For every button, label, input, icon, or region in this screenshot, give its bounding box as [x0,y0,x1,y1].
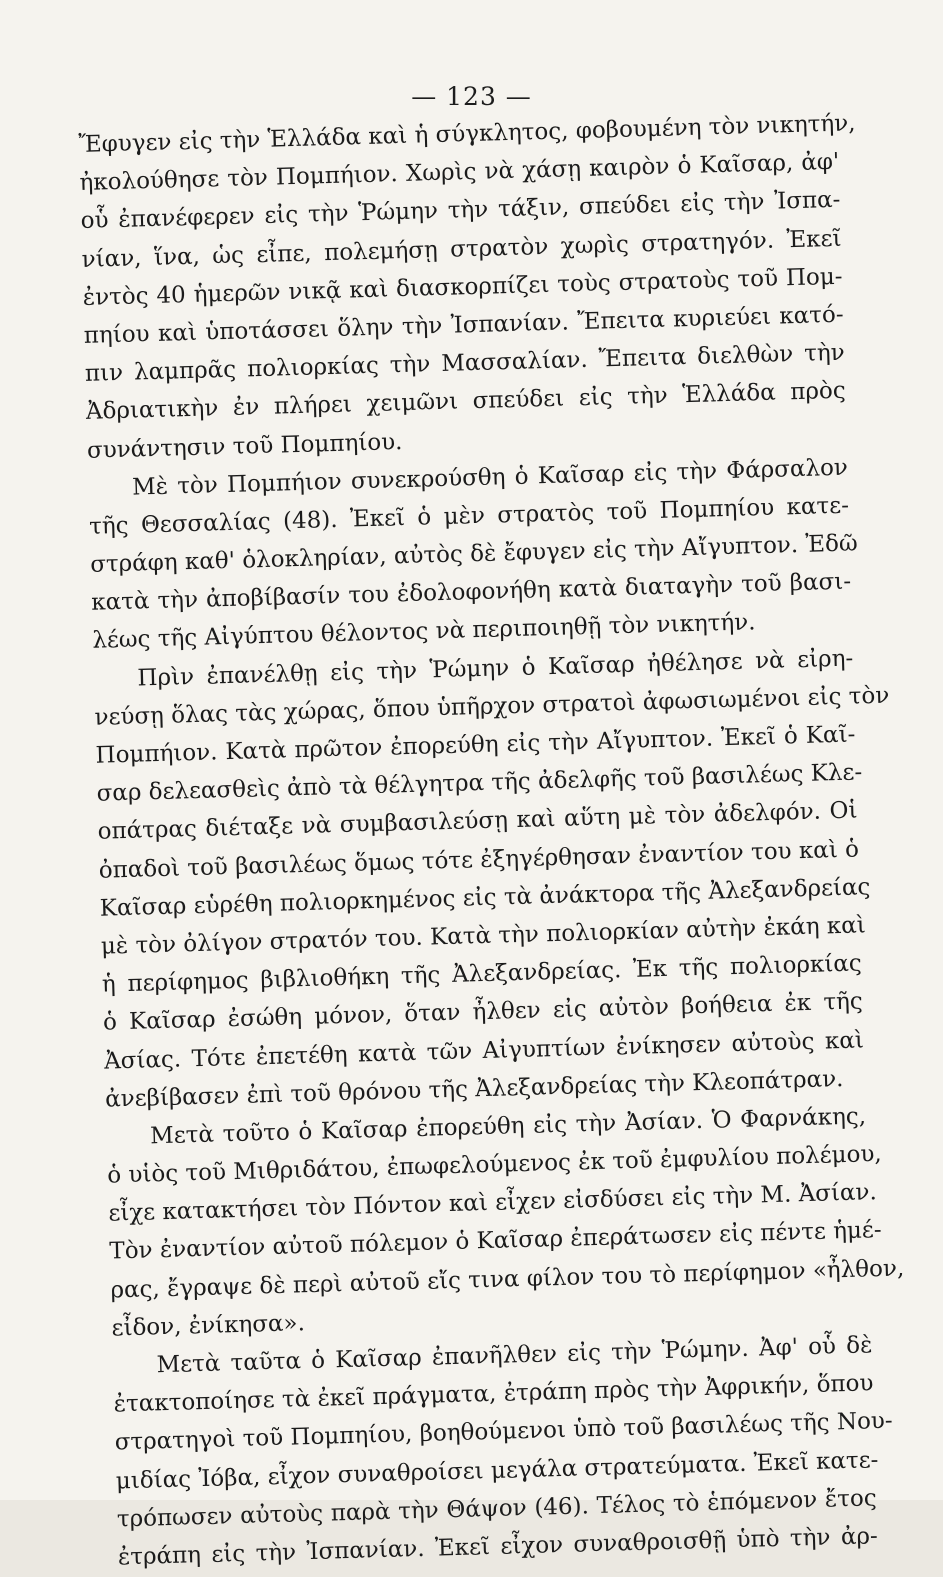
text-line: εἶχε κατακτήσει τὸν Πόντον καὶ εἶχεν εἰσδύσει εἰς τὴν Μ. Ἀσίαν. [108,1179,878,1227]
text-line: ἠκολούθησε τὸν Πομπήιον. Χωρὶς νὰ χάσῃ καιρὸν ὁ Καῖσαρ, ἀφ' [79,148,840,197]
text-line: στρατηγοὶ τοῦ Πομπηίου, βοηθούμενοι ὑπὸ τοῦ βασιλέως τῆς Νου- [114,1408,893,1456]
text-line: ὀπαδοὶ τοῦ βασιλέως ὅμως τότε ἐξηγέρθησαν ἐναντίον του καὶ ὁ [98,836,860,884]
text-line: τρόπωσεν αὐτοὺς παρὰ τὴν Θάψον (46). Τέλος τὸ ἑπόμενον ἔτος [116,1484,877,1533]
text-line: Καῖσαρ εὑρέθη πολιορκημένος εἰς τὰ ἀνάκτορα τῆς Ἀλεξανδρείας [99,873,871,922]
text-line: ἀνεβίβασεν ἐπὶ τοῦ θρόνου τῆς Ἀλεξανδρείας τὴν Κλεοπάτραν. [104,1065,844,1113]
text-line: ὁ Καῖσαρ ἐσώθη μόνον, ὅταν ἦλθεν εἰς αὐτὸν βοήθεια ἐκ τῆς [102,988,864,1036]
text-line: κατὰ τὴν ἀποβίβασίν του ἐδολοφονήθη κατὰ διαταγὴν τοῦ βασι- [90,568,852,617]
text-line: νίαν, ἵνα, ὡς εἶπε, πολεμήσῃ στρατὸν χωρὶς στρατηγόν. Ἐκεῖ [81,225,842,273]
text-line: ἡ περίφημος βιβλιοθήκη τῆς Ἀλεξανδρείας. Ἐκ τῆς πολιορκίας [101,950,863,998]
text-line: Τὸν ἐναντίον αὐτοῦ πόλεμον ὁ Καῖσαρ ἐπεράτωσεν εἰς πέντε ἡμέ- [109,1217,882,1265]
text-line: Ἔφυγεν εἰς τὴν Ἑλλάδα καὶ ἡ σύγκλητος, φοβουμένη τὸν νικητήν, [78,110,856,158]
text-line: Μὲ τὸν Πομπήιον συνεκρούσθη ὁ Καῖσαρ εἰς τὴν Φάρσαλον [131,454,849,501]
text-line: Ἀδριατικὴν ἐν πλήρει χειμῶνι σπεύδει εἰς τὴν Ἑλλάδα πρὸς [85,377,847,426]
text-line: μὲ τὸν ὀλίγον στρατόν του. Κατὰ τὴν πολιορκίαν αὐτὴν ἐκάη καὶ [100,912,867,960]
text-line: ἐτακτοποίησε τὰ ἐκεῖ πράγματα, ἐτράπη πρὸς τὴν Ἀφρικήν, ὅπου [113,1370,874,1418]
text-line: στράφη καθ' ὁλοκληρίαν, αὐτὸς δὲ ἔφυγεν εἰς τὴν Αἴγυπτον. Ἐδῶ [89,530,859,578]
text-line: Μετὰ ταῦτα ὁ Καῖσαρ ἐπανῆλθεν εἰς τὴν Ῥώμην. Ἀφ' οὗ δὲ [156,1332,873,1379]
text-line: μιδίας Ἰόβα, εἶχον συναθροίσει μεγάλα στρατεύματα. Ἐκεῖ κατε- [115,1446,879,1495]
text-line: οὗ ἐπανέφερεν εἰς τὴν Ῥώμην τὴν τάξιν, σπεύδει εἰς τὴν Ἰσπα- [80,187,841,235]
text-line: ρας, ἔγραψε δὲ περὶ αὐτοῦ εἴς τινα φίλον του τὸ περίφημον «ἦλθον, [110,1255,905,1304]
text-line: συνάντησιν τοῦ Πομπηίου. [86,428,403,464]
text-line: λέως τῆς Αἰγύπτου θέλοντος νὰ περιποιηθῇ τὸν νικητήν. [92,609,756,655]
text-line: πηίου καὶ ὑποτάσσει ὅλην τὴν Ἰσπανίαν. Ἔπειτα κυριεύει κατό- [83,301,844,349]
text-line: Πομπήιον. Κατὰ πρῶτον ἐπορεύθη εἰς τὴν Αἴγυπτον. Ἐκεῖ ὁ Καῖ- [95,721,856,769]
text-line: ὁ υἱὸς τοῦ Μιθριδάτου, ἐπωφελούμενος ἐκ τοῦ ἐμφυλίου πολέμου, [106,1141,883,1189]
text-line: τῆς Θεσσαλίας (48). Ἐκεῖ ὁ μὲν στρατὸς τοῦ Πομπηίου κατε- [88,492,850,540]
text-line: Ἀσίας. Τότε ἐπετέθη κατὰ τῶν Αἰγυπτίων ἐνίκησεν αὐτοὺς καὶ [103,1026,865,1075]
text-line: νεύσῃ ὅλας τὰς χώρας, ὅπου ὑπῆρχον στρατοὶ ἀφωσιωμένοι εἰς τὸν [94,682,890,731]
body-text [78,105,905,1577]
text-line: ἐτράπη εἰς τὴν Ἰσπανίαν. Ἐκεῖ εἶχον συναθροισθῇ ὑπὸ τὴν ἀρ- [117,1523,879,1571]
text-line: σαρ δελεασθεὶς ἀπὸ τὰ θέλγητρα τῆς ἀδελφῆς τοῦ βασιλέως Κλε- [96,759,863,807]
text-line: Πρὶν ἐπανέλθῃ εἰς τὴν Ῥώμην ὁ Καῖσαρ ἠθέλησε νὰ εἰρη- [137,645,854,692]
text-line: ἐντὸς 40 ἡμερῶν νικᾷ καὶ διασκορπίζει τοὺς στρατοὺς τοῦ Πομ- [82,263,843,311]
text-line: εἶδον, ἐνίκησα». [111,1309,306,1342]
page-number: — 123 — [411,82,532,111]
text-line: πιν λαμπρᾶς πολιορκίας τὴν Μασσαλίαν. Ἔπειτα διελθὼν τὴν [84,339,845,388]
text-line: οπάτρας διέταξε νὰ συμβασιλεύσῃ καὶ αὕτη μὲ τὸν ἀδελφόν. Οἱ [97,797,858,846]
text-line: Μετὰ τοῦτο ὁ Καῖσαρ ἐπορεύθη εἰς τὴν Ἀσίαν. Ὁ Φαρνάκης, [149,1103,867,1150]
